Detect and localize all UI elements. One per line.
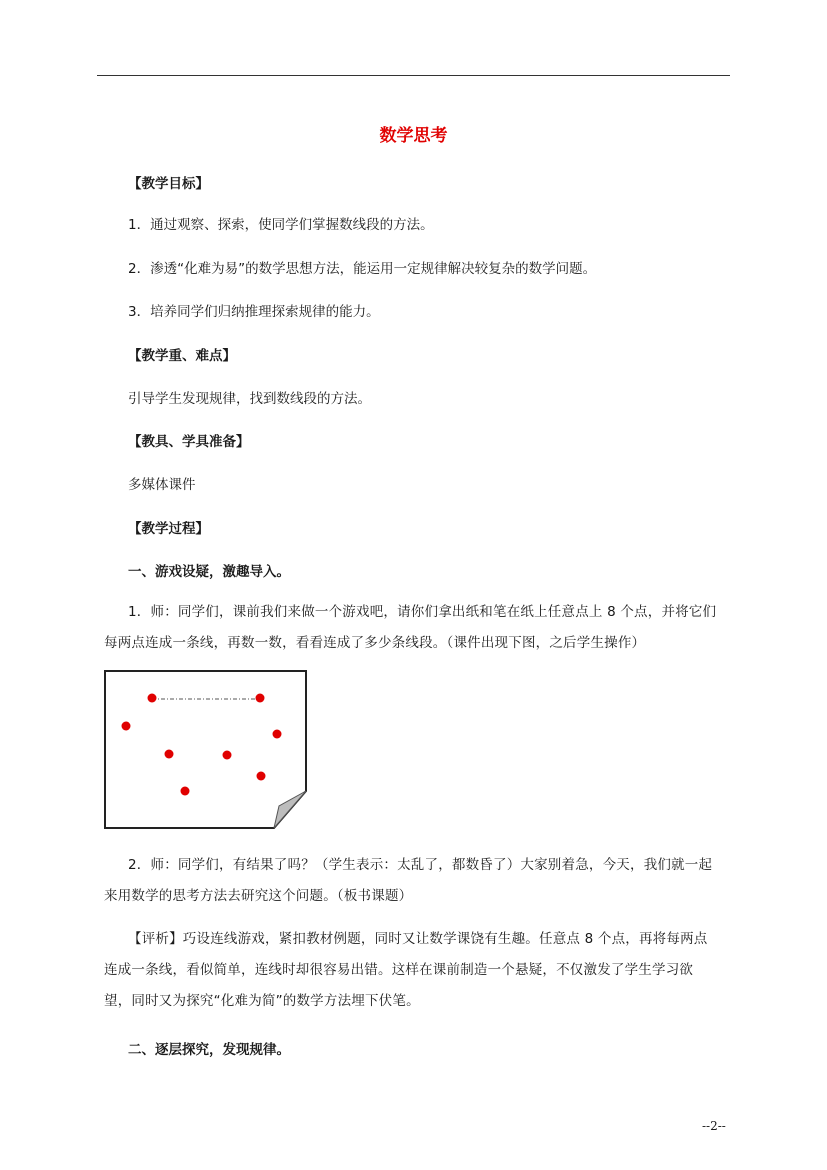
key-heading: 【教学重、难点】 [128, 348, 236, 364]
red-dot [122, 722, 131, 731]
tools-heading: 【教具、学具准备】 [128, 434, 250, 450]
part2-heading: 二、逐层探究，发现规律。 [128, 1042, 290, 1058]
red-dot [165, 750, 174, 759]
red-dot [223, 751, 232, 760]
tools-text: 多媒体课件 [128, 477, 196, 493]
process-heading: 【教学过程】 [128, 521, 209, 537]
header-rule [97, 75, 730, 76]
red-dot [273, 730, 282, 739]
goal-2: 2．渗透“化难为易”的数学思想方法，能运用一定规律解决较复杂的数学问题。 [128, 261, 597, 277]
red-dot [148, 694, 157, 703]
paragraph-3-comment: 【评析】巧设连线游戏，紧扣教材例题，同时又让数学课饶有生趣。任意点 8 个点，再将每两点连成一条线，看似简单，连线时却很容易出错。这样在课前制造一个悬疑，不仅激发了学生学习欲望，同时又为探究“化难为简”的数学方法埋下伏笔。 [104, 931, 708, 1009]
goal-3: 3．培养同学们归纳推理探索规律的能力。 [128, 304, 380, 320]
red-dot [181, 787, 190, 796]
paragraph-2: 2．师：同学们，有结果了吗？（学生表示：太乱了，都数昏了）大家别着急，今天，我们就一起来用数学的思考方法去研究这个问题。（板书课题） [104, 857, 713, 904]
red-dot [256, 694, 265, 703]
paper-sheet [105, 671, 306, 828]
part1-heading: 一、游戏设疑，激趣导入。 [128, 564, 290, 580]
page-title: 数学思考 [379, 126, 448, 146]
dots-figure [104, 670, 310, 832]
key-text: 引导学生发现规律，找到数线段的方法。 [128, 391, 371, 407]
dots-figure-svg [104, 670, 310, 832]
paragraph-1: 1．师：同学们，课前我们来做一个游戏吧，请你们拿出纸和笔在纸上任意点上 8 个点，并将它们每两点连成一条线，再数一数，看看连成了多少条线段。（课件出现下图，之后学生操作） [104, 604, 717, 651]
goal-1: 1．通过观察、探索，使同学们掌握数线段的方法。 [128, 217, 434, 233]
red-dot [257, 772, 266, 781]
page-number: --2-- [702, 1119, 726, 1133]
goals-heading: 【教学目标】 [128, 176, 209, 192]
